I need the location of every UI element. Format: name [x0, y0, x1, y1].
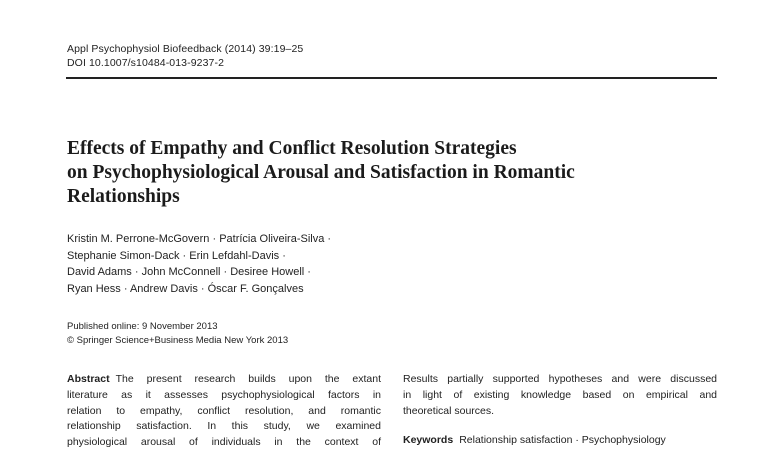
abstract-line: literature as it assesses psychophysiological factors in [67, 388, 381, 401]
abstract-line: relationship satisfaction. In this study, we examined [67, 420, 381, 433]
abstract-line: physiological arousal of individuals in the context of [67, 436, 381, 449]
abstract-column-right [403, 372, 717, 419]
doi-link[interactable]: DOI 10.1007/s10484-013-9237-2 [67, 57, 225, 69]
author-line: David Adams · John McConnell · Desiree Howell · [67, 266, 311, 278]
copyright-notice: © Springer Science+Business Media New York 2013 [67, 334, 289, 346]
title-line: on Psychophysiological Arousal and Satisfaction in Romantic [67, 162, 575, 183]
article-title [67, 137, 707, 209]
abstract-line: in light of existing knowledge based on empirical and [403, 388, 717, 401]
author-line: Kristin M. Perrone-McGovern · Patrícia Oliveira-Silva · [67, 233, 332, 245]
published-online: Published online: 9 November 2013 [67, 321, 218, 332]
author-line: Ryan Hess · Andrew Davis · Óscar F. Gonçalves [67, 282, 304, 295]
abstract-label: Abstract [67, 373, 110, 385]
publication-info [67, 320, 288, 347]
keywords-label: Keywords [403, 434, 454, 446]
author-list [67, 231, 331, 297]
journal-citation: Appl Psychophysiol Biofeedback (2014) 39:19–25 [67, 43, 304, 55]
title-line: Relationships [67, 186, 180, 207]
title-line: Effects of Empathy and Conflict Resolution Strategies [67, 138, 517, 159]
header-rule [66, 77, 717, 79]
abstract-line: relation to empathy, conflict resolution, and romantic [67, 404, 381, 417]
abstract-line: Results partially supported hypotheses and were discussed [403, 373, 717, 385]
abstract-line: theoretical sources. [403, 404, 495, 417]
keywords [403, 434, 666, 446]
abstract-line [67, 372, 381, 388]
abstract-column-left [67, 372, 381, 451]
keywords-text: Relationship satisfaction · Psychophysiology [459, 434, 666, 446]
author-line: Stephanie Simon-Dack · Erin Lefdahl-Davis · [67, 249, 286, 262]
abstract-text: The present research builds upon the extant [115, 373, 381, 385]
